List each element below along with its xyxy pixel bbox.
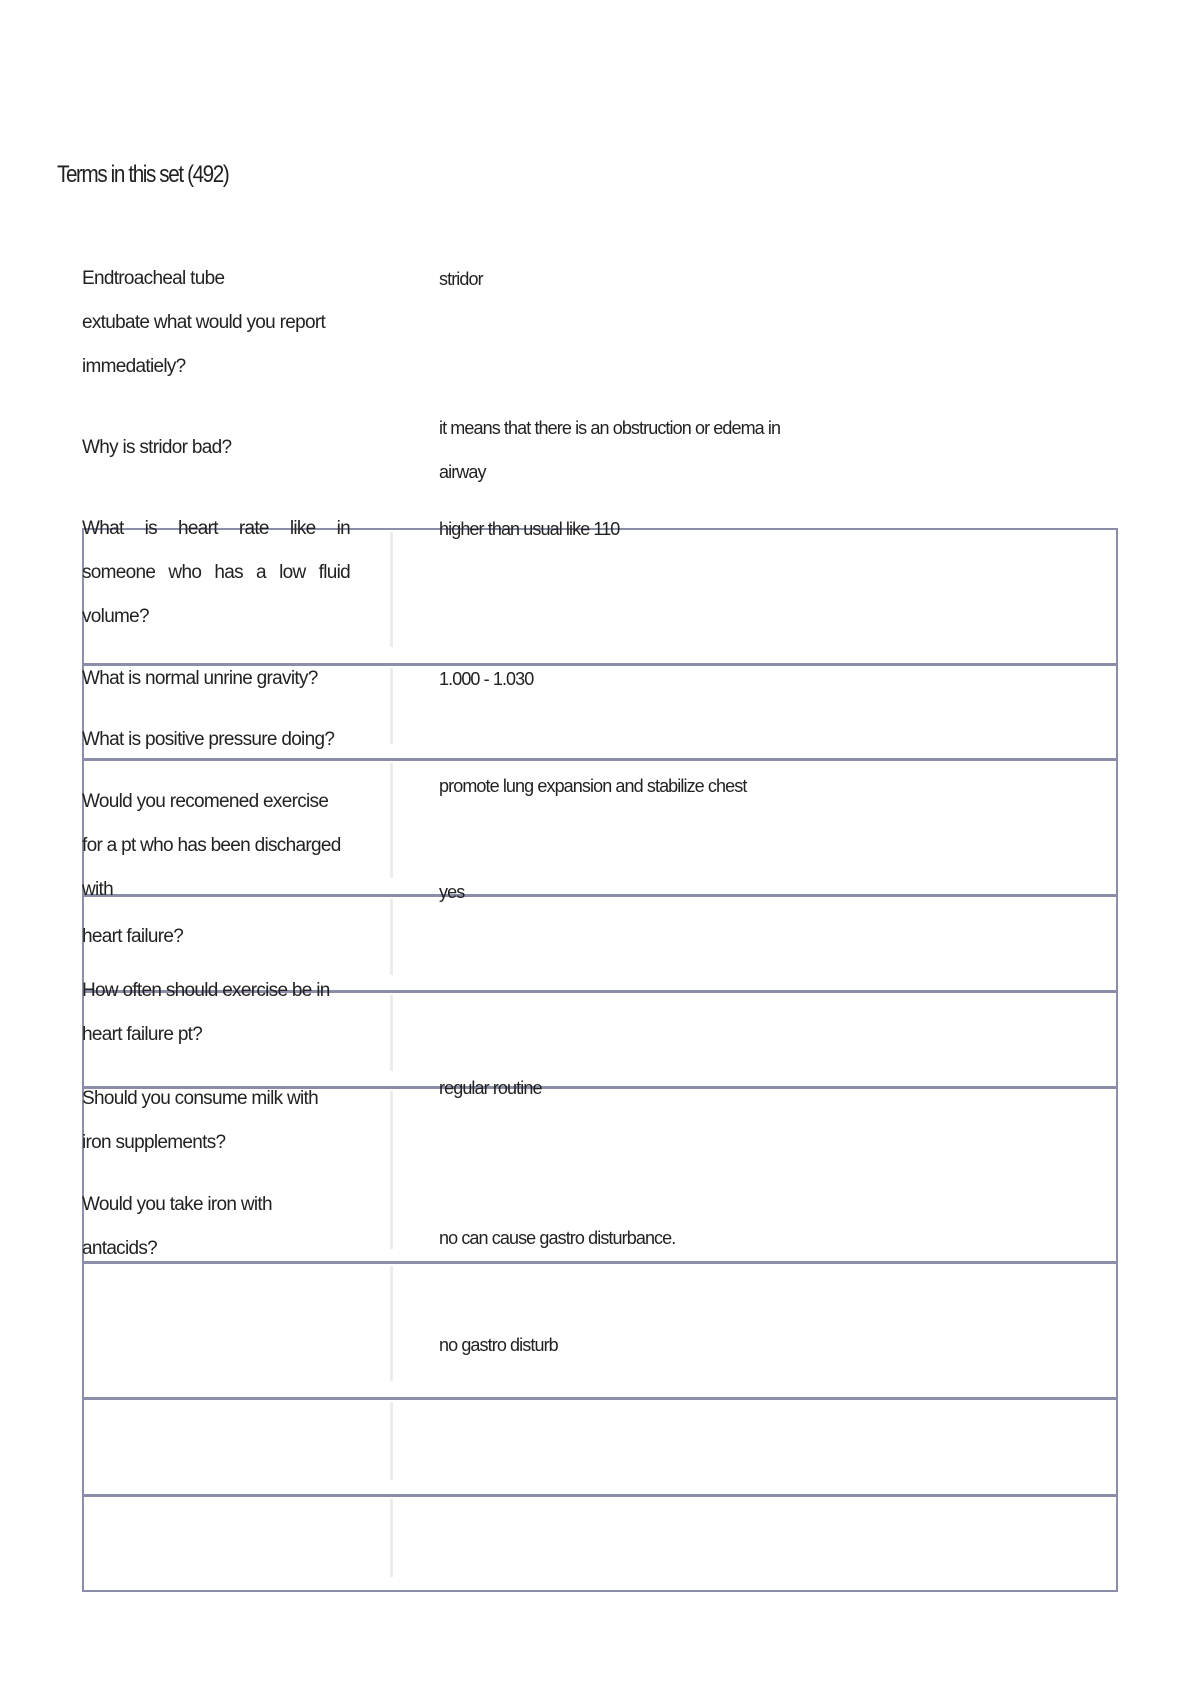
column-divider xyxy=(390,1091,393,1249)
term-text: extubate what would you report xyxy=(82,312,326,333)
term-text: antacids? xyxy=(82,1238,158,1259)
card-frame xyxy=(82,1495,1118,1592)
definition-text: no can cause gastro disturbance. xyxy=(439,1228,676,1248)
term-text: volume? xyxy=(82,606,149,627)
term-text: How often should exercise be in xyxy=(82,980,330,1001)
definition-text: airway xyxy=(439,462,486,482)
term-text: Should you consume milk with xyxy=(82,1088,318,1109)
column-divider xyxy=(390,763,393,878)
definition-text: 1.000 - 1.030 xyxy=(439,669,534,689)
term-text: What is heart rate like in xyxy=(82,518,350,539)
term-text: Would you recomened exercise xyxy=(82,791,329,812)
column-divider xyxy=(390,1402,393,1480)
term-text: Why is stridor bad? xyxy=(82,437,232,458)
definition-text: it means that there is an obstruction or edema in xyxy=(439,418,781,438)
column-divider xyxy=(390,1266,393,1381)
term-text: for a pt who has been discharged xyxy=(82,835,341,856)
column-divider xyxy=(390,532,393,647)
term-text: What is normal unrine gravity? xyxy=(82,668,318,689)
term-text: iron supplements? xyxy=(82,1132,226,1153)
term-text: with xyxy=(82,879,113,900)
card-frame xyxy=(82,1398,1118,1496)
column-divider xyxy=(390,1499,393,1577)
column-divider xyxy=(390,668,393,744)
term-text: Endtroacheal tube xyxy=(82,268,225,289)
definition-text: promote lung expansion and stabilize chest xyxy=(439,776,747,796)
term-text: What is positive pressure doing? xyxy=(82,729,335,750)
term-text: someone who has a low fluid xyxy=(82,562,350,583)
column-divider xyxy=(390,899,393,975)
definition-text: regular routine xyxy=(439,1078,542,1098)
definition-text: higher than usual like 110 xyxy=(439,519,620,539)
page-title: Terms in this set (492) xyxy=(57,161,229,188)
term-text: Would you take iron with xyxy=(82,1194,272,1215)
term-text: heart failure? xyxy=(82,926,184,947)
column-divider xyxy=(390,995,393,1071)
definition-text: stridor xyxy=(439,269,483,289)
definition-text: no gastro disturb xyxy=(439,1335,558,1355)
term-text: immedatiely? xyxy=(82,356,186,377)
definition-text: yes xyxy=(439,882,465,902)
term-text: heart failure pt? xyxy=(82,1024,203,1045)
card-frame xyxy=(82,1262,1118,1399)
